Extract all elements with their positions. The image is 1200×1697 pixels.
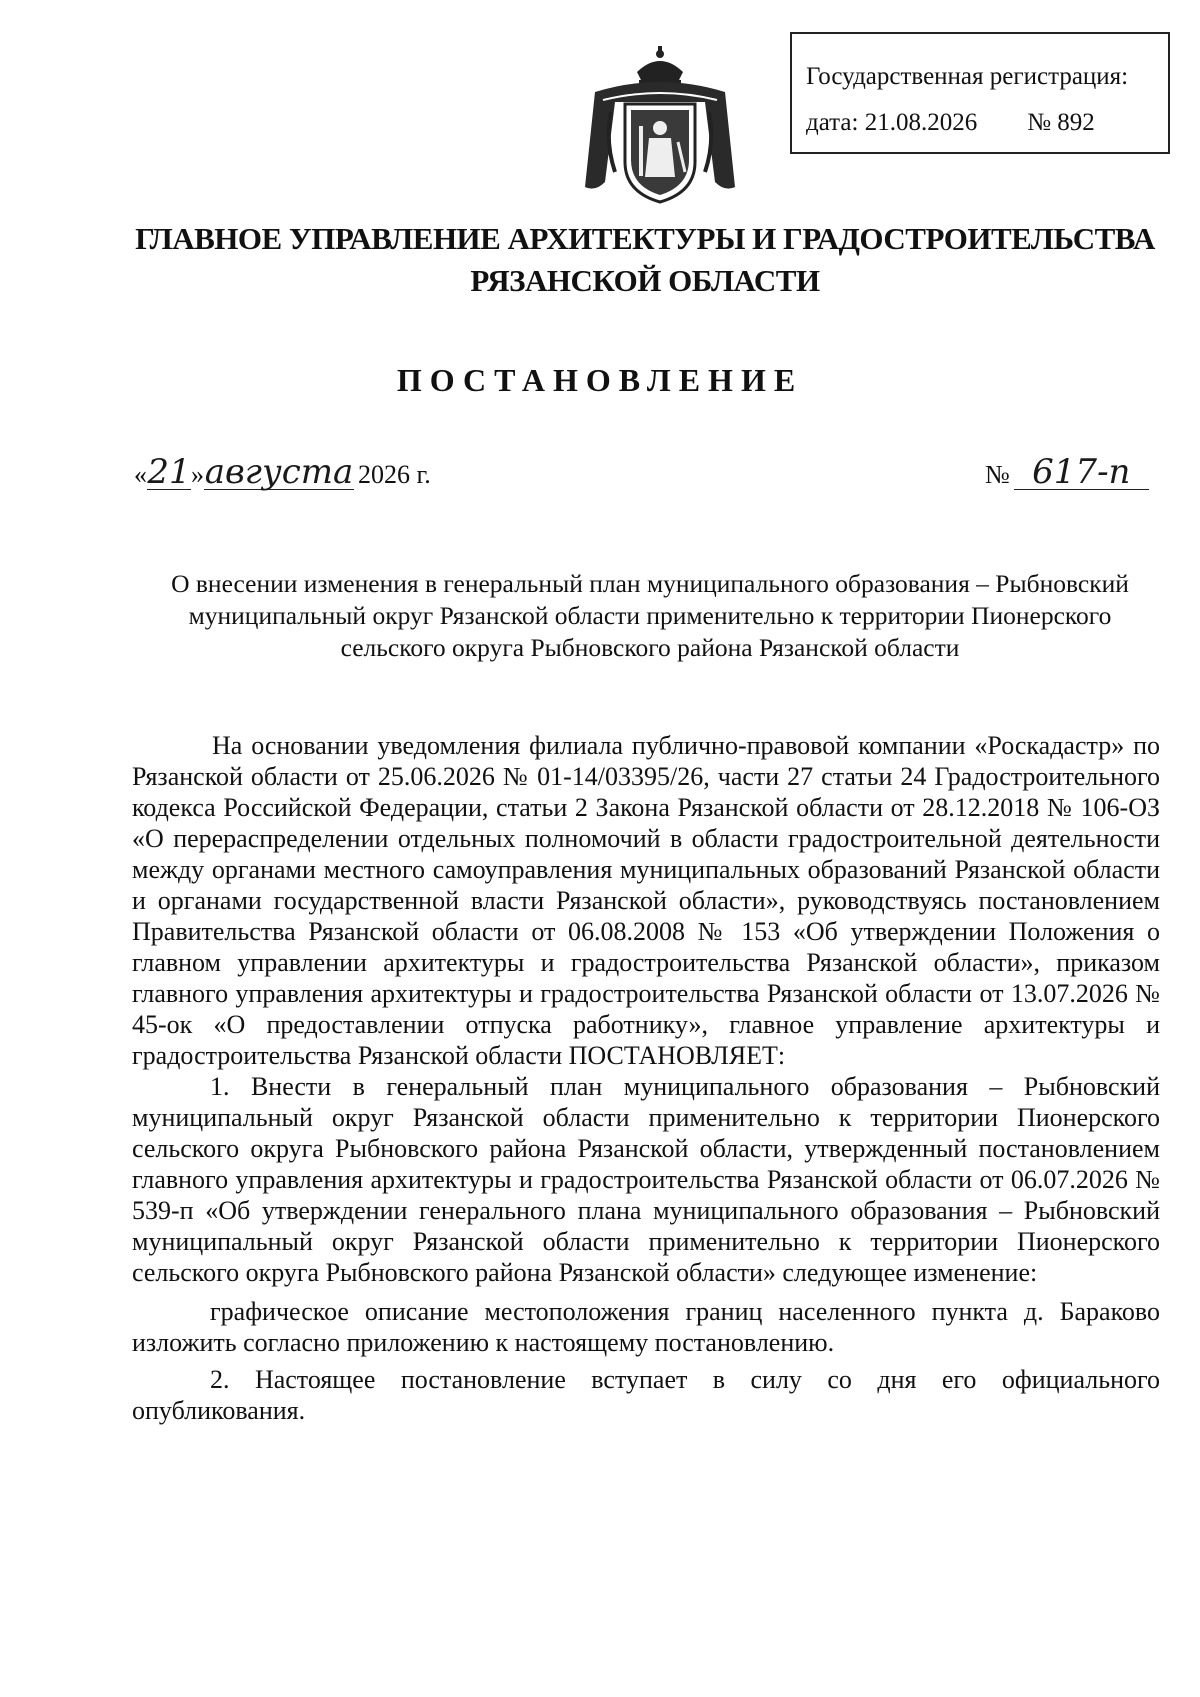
registration-stamp	[790, 32, 1170, 154]
number-sign: №	[985, 460, 1010, 489]
document-date	[134, 452, 431, 492]
document-type: ПОСТАНОВЛЕНИЕ	[396, 362, 804, 398]
registration-date-row	[806, 100, 1168, 146]
handwritten-day: 21	[147, 452, 191, 492]
open-quote: «	[134, 460, 147, 489]
registration-date: дата: 21.08.2026	[806, 109, 978, 136]
organization-line-1: ГЛАВНОЕ УПРАВЛЕНИЕ АРХИТЕКТУРЫ И ГРАДОСТРОИТЕЛЬСТВА	[135, 221, 1155, 256]
preamble-paragraph: На основании уведомления филиала публично-правовой компании «Роскадастр» по Рязанской области от 25.06.2026 № 01-14/03395/26, части 27 статьи 24 Градостроительного кодекса Российской Федерации, статьи 2 Закона Рязанской области от 28.12.2018 № 106-ОЗ «О перераспределении отдельных полномочий в области градостроительной деятельности между органами местного самоуправления муниципальных образований Рязанской области и органами государственной власти Рязанской области», руководствуясь постановлением Правительства Рязанской области от 06.08.2008 № 153 «Об утверждении Положения о главном управлении архитектуры и градостроительства Рязанской области», приказом главного управления архитектуры и градостроительства Рязанской области от 13.07.2026 № 45-ок «О предоставлении отпуска работнику», главное управление архитектуры и градостроительства Рязанской области ПОСТАНОВЛЯЕТ:	[132, 731, 1160, 1070]
resolution-item-1-detail: графическое описание местоположения границ населенного пункта д. Бараково изложить согласно приложению к настоящему постановлению.	[132, 1297, 1160, 1357]
handwritten-number: 617-п	[1014, 455, 1149, 490]
handwritten-month: августа	[204, 452, 354, 492]
ryazan-coat-of-arms-icon	[575, 42, 745, 212]
document-subject: О внесении изменения в генеральный план муниципального образования – Рыбновский муниципальный округ Рязанской области применительно к территории Пионерского сельского округа Рыбновского района Рязанской области	[171, 569, 1129, 662]
document-body	[132, 730, 1160, 1426]
resolution-item-1: 1. Внести в генеральный план муниципального образования – Рыбновский муниципальный округ Рязанской области применительно к территории Пионерского сельского округа Рыбновского района Рязанской области, утвержденный постановлением главного управления архитектуры и градостроительства Рязанской области от 06.07.2026 № 539-п «Об утверждении генерального плана муниципального образования – Рыбновский муниципальный округ Рязанской области применительно к территории Пионерского сельского округа Рыбновского района Рязанской области» следующее изменение:	[132, 1072, 1160, 1287]
organization-name	[120, 218, 1170, 302]
registration-number: № 892	[1027, 109, 1095, 136]
document-year: 2026 г.	[358, 460, 431, 489]
document-number	[985, 452, 1149, 492]
registration-title: Государственная регистрация:	[806, 63, 1129, 90]
resolution-item-2: 2. Настоящее постановление вступает в силу со дня его официального опубликования.	[132, 1365, 1160, 1425]
organization-line-2: РЯЗАНСКОЙ ОБЛАСТИ	[470, 263, 820, 298]
close-quote: »	[191, 460, 204, 489]
